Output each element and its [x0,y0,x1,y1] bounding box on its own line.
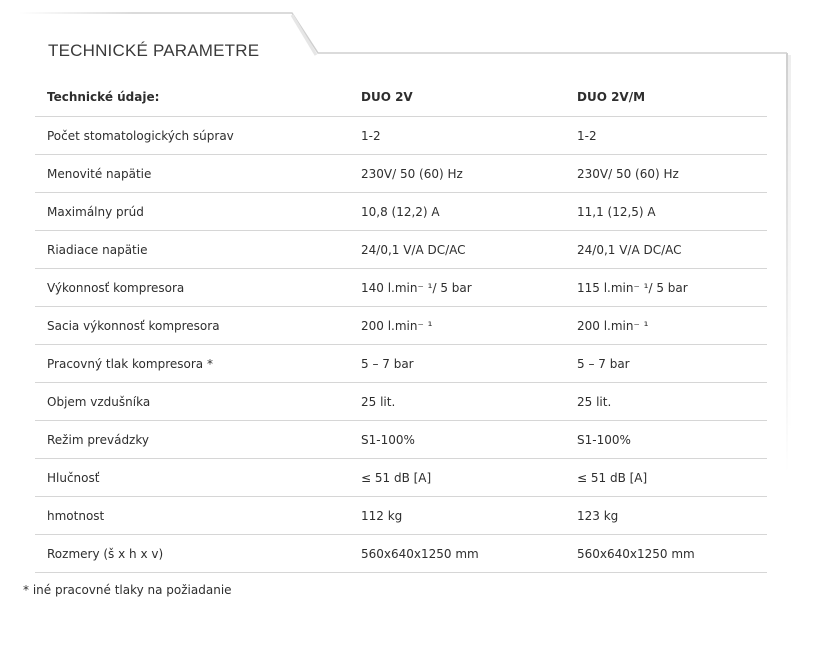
header-cell-label: Technické údaje: [35,78,361,117]
table-row [35,459,767,497]
row-value-duo-2v-m: 24/0,1 V/A DC/AC [577,231,767,269]
row-value-duo-2v-m: ≤ 51 dB [A] [577,459,767,497]
table-row [35,497,767,535]
row-value-duo-2v: 560x640x1250 mm [361,535,577,573]
table-row [35,307,767,345]
row-value-duo-2v: 230V/ 50 (60) Hz [361,155,577,193]
row-value-duo-2v-m: S1-100% [577,421,767,459]
row-label: Menovité napätie [35,155,361,193]
table-row [35,117,767,155]
row-label: Režim prevádzky [35,421,361,459]
row-value-duo-2v-m: 200 l.min⁻ ¹ [577,307,767,345]
table-row [35,231,767,269]
table-row [35,269,767,307]
row-label: Riadiace napätie [35,231,361,269]
row-value-duo-2v: 10,8 (12,2) A [361,193,577,231]
row-value-duo-2v: 112 kg [361,497,577,535]
row-value-duo-2v: 140 l.min⁻ ¹/ 5 bar [361,269,577,307]
row-value-duo-2v-m: 1-2 [577,117,767,155]
row-value-duo-2v-m: 11,1 (12,5) A [577,193,767,231]
row-label: Počet stomatologických súprav [35,117,361,155]
row-label: hmotnost [35,497,361,535]
row-value-duo-2v: 25 lit. [361,383,577,421]
row-value-duo-2v-m: 115 l.min⁻ ¹/ 5 bar [577,269,767,307]
row-value-duo-2v: 200 l.min⁻ ¹ [361,307,577,345]
table-header-row [35,78,767,117]
row-value-duo-2v-m: 560x640x1250 mm [577,535,767,573]
table-row [35,421,767,459]
table-row [35,155,767,193]
row-label: Výkonnosť kompresora [35,269,361,307]
table-row [35,383,767,421]
section-title: TECHNICKÉ PARAMETRE [48,41,260,60]
row-value-duo-2v-m: 25 lit. [577,383,767,421]
row-value-duo-2v-m: 123 kg [577,497,767,535]
row-value-duo-2v-m: 230V/ 50 (60) Hz [577,155,767,193]
row-label: Sacia výkonnosť kompresora [35,307,361,345]
row-value-duo-2v: 1-2 [361,117,577,155]
row-label: Rozmery (š x h x v) [35,535,361,573]
row-label: Pracovný tlak kompresora * [35,345,361,383]
row-value-duo-2v-m: 5 – 7 bar [577,345,767,383]
row-value-duo-2v: 5 – 7 bar [361,345,577,383]
row-value-duo-2v: 24/0,1 V/A DC/AC [361,231,577,269]
table-row [35,535,767,573]
parameters-table [35,78,767,573]
row-value-duo-2v: S1-100% [361,421,577,459]
row-label: Objem vzdušníka [35,383,361,421]
footnote: * iné pracovné tlaky na požiadanie [23,583,232,597]
table-row [35,193,767,231]
header-cell-duo-2v: DUO 2V [361,78,577,117]
table-row [35,345,767,383]
row-value-duo-2v: ≤ 51 dB [A] [361,459,577,497]
header-cell-duo-2v-m: DUO 2V/M [577,78,767,117]
row-label: Hlučnosť [35,459,361,497]
row-label: Maximálny prúd [35,193,361,231]
